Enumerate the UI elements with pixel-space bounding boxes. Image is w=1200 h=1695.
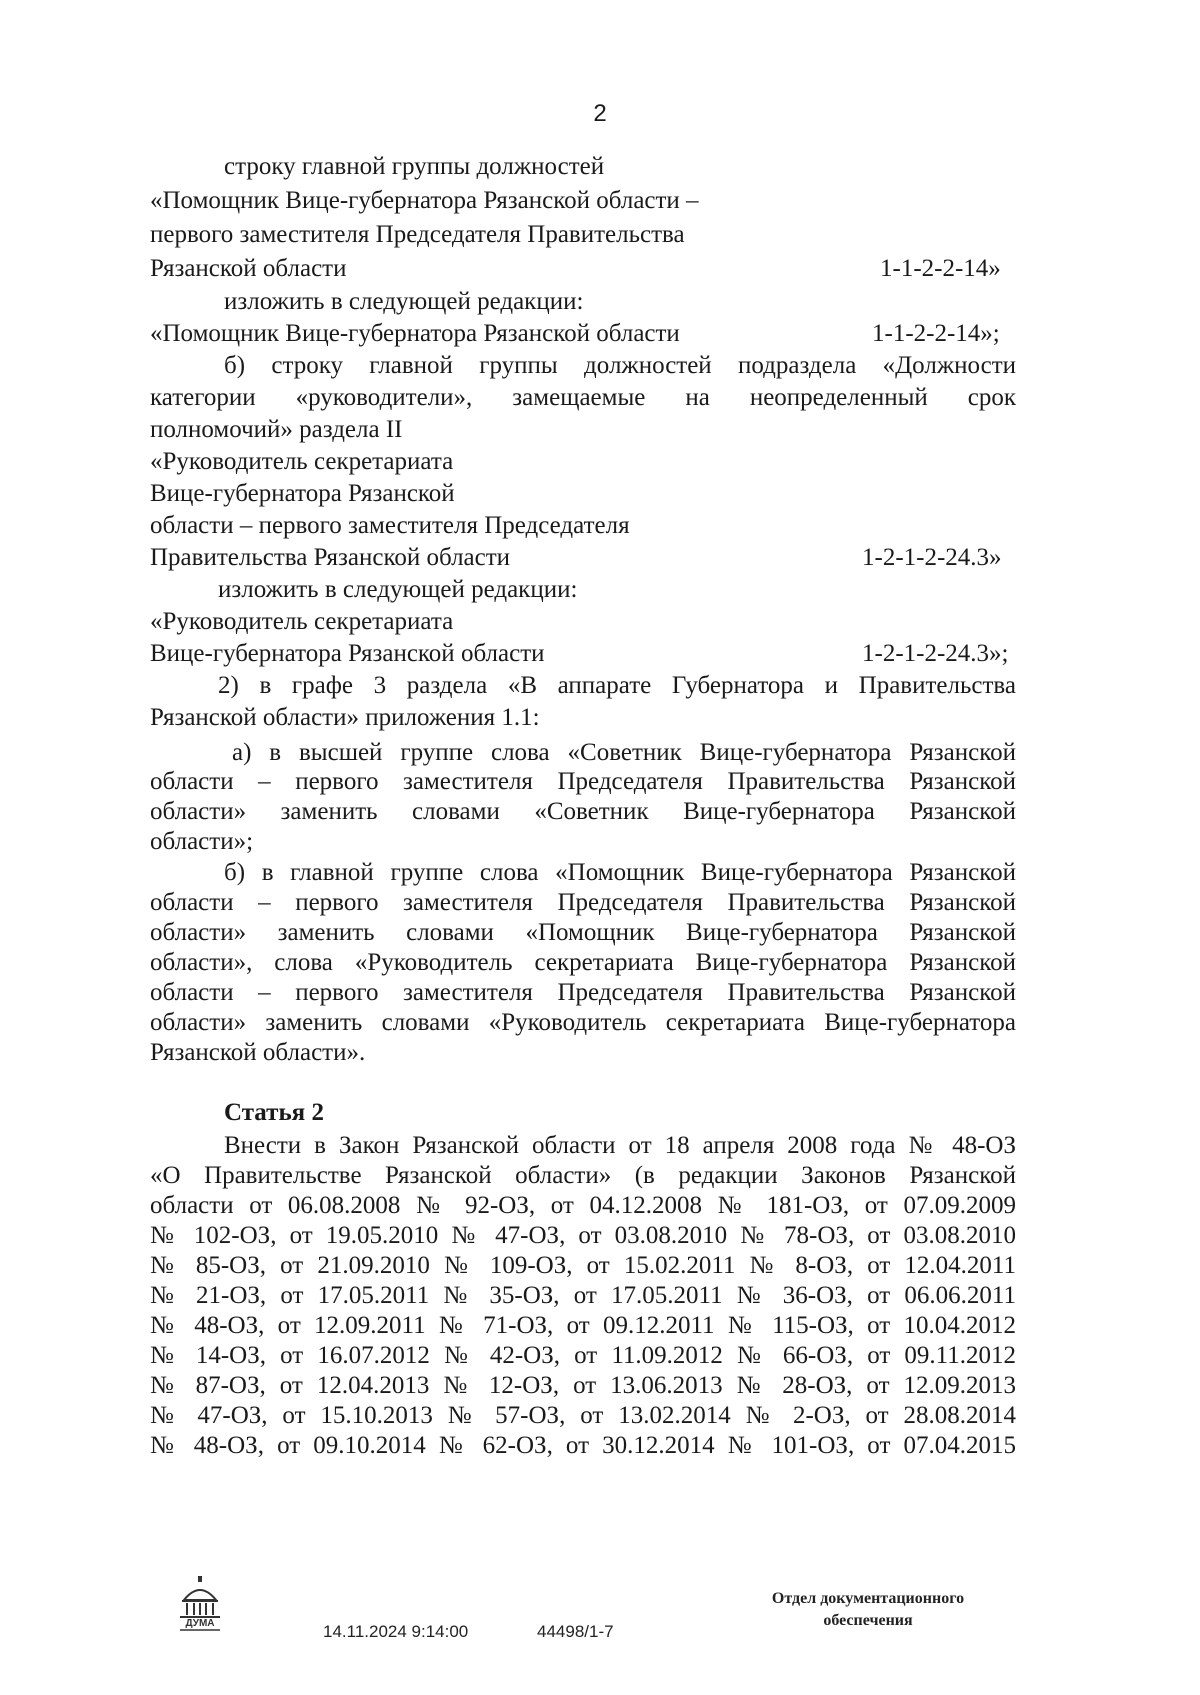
text-line: Вице-губернатора Рязанской области [150, 640, 545, 667]
department-line1: Отдел документационного [771, 1590, 965, 1607]
text-line: № 87-ОЗ, от 12.04.2013 № 12-ОЗ, от 13.06.2013 № 28-ОЗ, от 12.09.2013 [150, 1372, 1016, 1399]
footer-doc-number: 44498/1-7 [537, 1622, 614, 1641]
text-line: № 102-ОЗ, от 19.05.2010 № 47-ОЗ, от 03.08.2010 № 78-ОЗ, от 03.08.2010 [150, 1222, 1016, 1249]
text-line: «Помощник Вице-губернатора Рязанской области – [150, 187, 699, 214]
text-line: области – первого заместителя Председателя [150, 512, 630, 539]
footer-timestamp: 14.11.2024 9:14:00 [323, 1622, 469, 1641]
text-line: Внести в Закон Рязанской области от 18 апреля 2008 года № 48-ОЗ [224, 1132, 1016, 1159]
text-line: № 48-ОЗ, от 09.10.2014 № 62-ОЗ, от 30.12.2014 № 101-ОЗ, от 07.04.2015 [150, 1432, 1016, 1459]
position-code: 1-1-2-2-14» [880, 255, 1001, 282]
text-line: № 85-ОЗ, от 21.09.2010 № 109-ОЗ, от 15.02.2011 № 8-ОЗ, от 12.04.2011 [150, 1252, 1016, 1279]
text-line: б) строку главной группы должностей подраздела «Должности [224, 352, 1016, 379]
text-line: Рязанской области [150, 255, 347, 282]
text-line: строку главной группы должностей [224, 153, 605, 180]
text-line: № 48-ОЗ, от 12.09.2011 № 71-ОЗ, от 09.12.2011 № 115-ОЗ, от 10.04.2012 [150, 1312, 1016, 1339]
text-line: области – первого заместителя Председателя Правительства Рязанской [150, 979, 1016, 1006]
text-line: полномочий» раздела II [150, 416, 403, 443]
text-line: б) в главной группе слова «Помощник Вице-губернатора Рязанской [224, 859, 1016, 886]
text-line: «Помощник Вице-губернатора Рязанской области [150, 320, 680, 347]
text-line: области от 06.08.2008 № 92-ОЗ, от 04.12.2008 № 181-ОЗ, от 07.09.2009 [150, 1192, 1016, 1219]
department-stamp [728, 1588, 1008, 1632]
text-line: 2) в графе 3 раздела «В аппарате Губернатора и Правительства [218, 672, 1016, 699]
text-line: «О Правительстве Рязанской области» (в редакции Законов Рязанской [150, 1162, 1016, 1189]
text-line: области»; [150, 828, 254, 855]
text-line: области» заменить словами «Помощник Вице-губернатора Рязанской [150, 919, 1016, 946]
text-line: области» заменить словами «Руководитель секретариата Вице-губернатора [150, 1009, 1016, 1036]
text-line: Вице-губернатора Рязанской [150, 480, 455, 507]
text-line: области», слова «Руководитель секретариата Вице-губернатора Рязанской [150, 949, 1016, 976]
text-line: Рязанской области» приложения 1.1: [150, 704, 540, 731]
logo-caption: ДУМА [185, 1618, 215, 1629]
text-line: № 14-ОЗ, от 16.07.2012 № 42-ОЗ, от 11.09.2012 № 66-ОЗ, от 09.11.2012 [150, 1342, 1016, 1369]
position-code: 1-2-1-2-24.3»; [862, 640, 1009, 667]
text-line: Рязанской области». [150, 1039, 366, 1066]
text-line: а) в высшей группе слова «Советник Вице-губернатора Рязанской [232, 739, 1016, 766]
text-line: Правительства Рязанской области [150, 544, 511, 571]
position-code: 1-2-1-2-24.3» [862, 544, 1002, 571]
text-line: изложить в следующей редакции: [224, 288, 584, 315]
text-line: области» заменить словами «Советник Вице-губернатора Рязанской [150, 798, 1016, 825]
text-line: первого заместителя Председателя Правительства [150, 221, 685, 248]
text-line: «Руководитель секретариата [150, 608, 454, 635]
department-line2: обеспечения [823, 1612, 913, 1629]
text-line: изложить в следующей редакции: [218, 576, 578, 603]
text-line: № 47-ОЗ, от 15.10.2013 № 57-ОЗ, от 13.02.2014 № 2-ОЗ, от 28.08.2014 [150, 1402, 1016, 1429]
page-number: 2 [593, 100, 607, 127]
text-line: области – первого заместителя Председателя Правительства Рязанской [150, 768, 1016, 795]
text-line: области – первого заместителя Председателя Правительства Рязанской [150, 889, 1016, 916]
text-line: «Руководитель секретариата [150, 448, 454, 475]
text-line: № 21-ОЗ, от 17.05.2011 № 35-ОЗ, от 17.05.2011 № 36-ОЗ, от 06.06.2011 [150, 1282, 1016, 1309]
text-line: категории «руководители», замещаемые на неопределенный срок [150, 384, 1016, 411]
position-code: 1-1-2-2-14»; [872, 320, 1000, 347]
article-heading: Статья 2 [224, 1099, 324, 1126]
